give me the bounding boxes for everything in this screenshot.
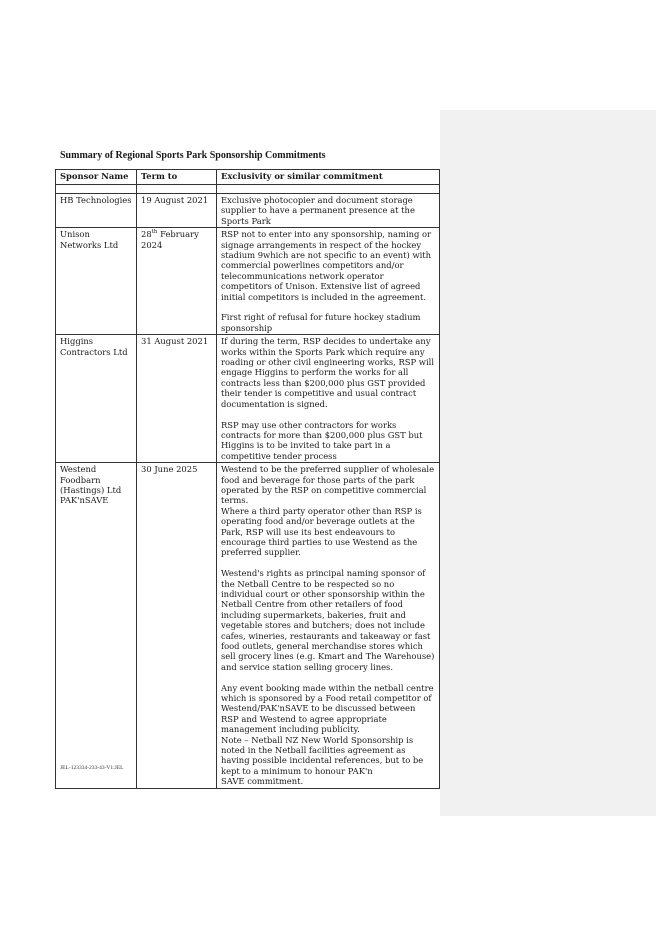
- commitment-paragraph: Note – Netball NZ New World Sponsorship is noted in the Netball facilities agreement as having possible incidental references, but to be kept to a minimum to honour PAK'n: [221, 734, 424, 776]
- commitment-paragraph: If during the term, RSP decides to undertake any works within the Sports Park which require any roading or other civil engineering works, RSP will engage Higgins to perform the works for all contracts less than $200,000 plus GST provided their tender is competitive and usual contract documentation is signed.: [221, 336, 434, 409]
- commitment-paragraph: RSP not to enter into any sponsorship, naming or signage arrangements in respect of the hockey stadium 9which are not specific to an event) with commercial powerlines competitors and/or telecommunications network operator competitors of Unison. Extensive list of agreed initial competitors is included in the agreement.: [221, 229, 432, 302]
- table-row: [56, 194, 440, 228]
- term-to: 30 June 2025: [137, 463, 217, 789]
- term-ordinal: th: [151, 229, 158, 236]
- commitment: [217, 194, 440, 228]
- table-row: [56, 335, 440, 463]
- term-month-year: February 2024: [141, 229, 199, 250]
- sponsor-name: Higgins Contractors Ltd: [56, 335, 137, 463]
- sponsor-name: Unison Networks Ltd: [56, 228, 137, 335]
- commitment-paragraph: Where a third party operator other than RSP is operating food and/or beverage outlets at the Park, RSP will use its best endeavours to encourage third parties to use Westend as the preferred supplier.: [221, 505, 422, 558]
- term-to: 31 August 2021: [137, 335, 217, 463]
- term-to: [137, 228, 217, 335]
- table-header-row: [56, 170, 440, 185]
- commitment: [217, 335, 440, 463]
- commitment-paragraph: Exclusive photocopier and document storage supplier to have a permanent presence at the Sports Park: [221, 195, 415, 226]
- commitment-paragraph: First right of refusal for future hockey stadium sponsorship: [221, 312, 421, 333]
- page-title: Summary of Regional Sports Park Sponsorship Commitments: [60, 150, 326, 161]
- table-spacer-row: [56, 185, 440, 194]
- commitment-paragraph: Any event booking made within the netball centre which is sponsored by a Food retail competitor of Westend/PAK'nSAVE to be discussed between RSP and Westend to agree appropriate management including publicity.: [221, 682, 434, 735]
- commitment-paragraph: Westend's rights as principal naming sponsor of the Netball Centre to be respected so no individual court or other sponsorship within the Netball Centre from other retailers of food including supermarkets, bakeries, fruit and vegetable stores and butchers; does not include cafes, wineries, restaurants and takeaway or fast food outlets, general merchandise stores which sell grocery lines (e.g. Kmart and The Warehouse) and service station selling grocery lines.: [221, 568, 435, 672]
- term-to: 19 August 2021: [137, 194, 217, 228]
- commitment-paragraph: SAVE commitment.: [221, 776, 304, 787]
- commitment-paragraph: Westend to be the preferred supplier of wholesale food and beverage for those parts of the park operated by the RSP on competitive commercial terms.: [221, 464, 435, 506]
- sponsor-name: Westend Foodbarn (Hastings) Ltd PAK'nSAVE: [56, 463, 137, 789]
- table-row: [56, 228, 440, 335]
- sponsor-name: HB Technologies: [56, 194, 137, 228]
- comment-pane: [440, 110, 656, 816]
- header-term-to: Term to: [137, 170, 217, 185]
- sponsorship-table: [55, 169, 440, 789]
- document-reference-footer: JEL-123334-233-43-V1:JEL: [60, 765, 124, 771]
- commitment-paragraph: RSP may use other contractors for works contracts for more than $200,000 plus GST but Higgins is to be invited to take part in a competitive tender process: [221, 419, 423, 461]
- commitment: [217, 463, 440, 789]
- table-row: [56, 463, 440, 789]
- commitment: [217, 228, 440, 335]
- header-sponsor-name: Sponsor Name: [56, 170, 137, 185]
- header-commitment: Exclusivity or similar commitment: [217, 170, 440, 185]
- term-day: 28: [141, 229, 152, 240]
